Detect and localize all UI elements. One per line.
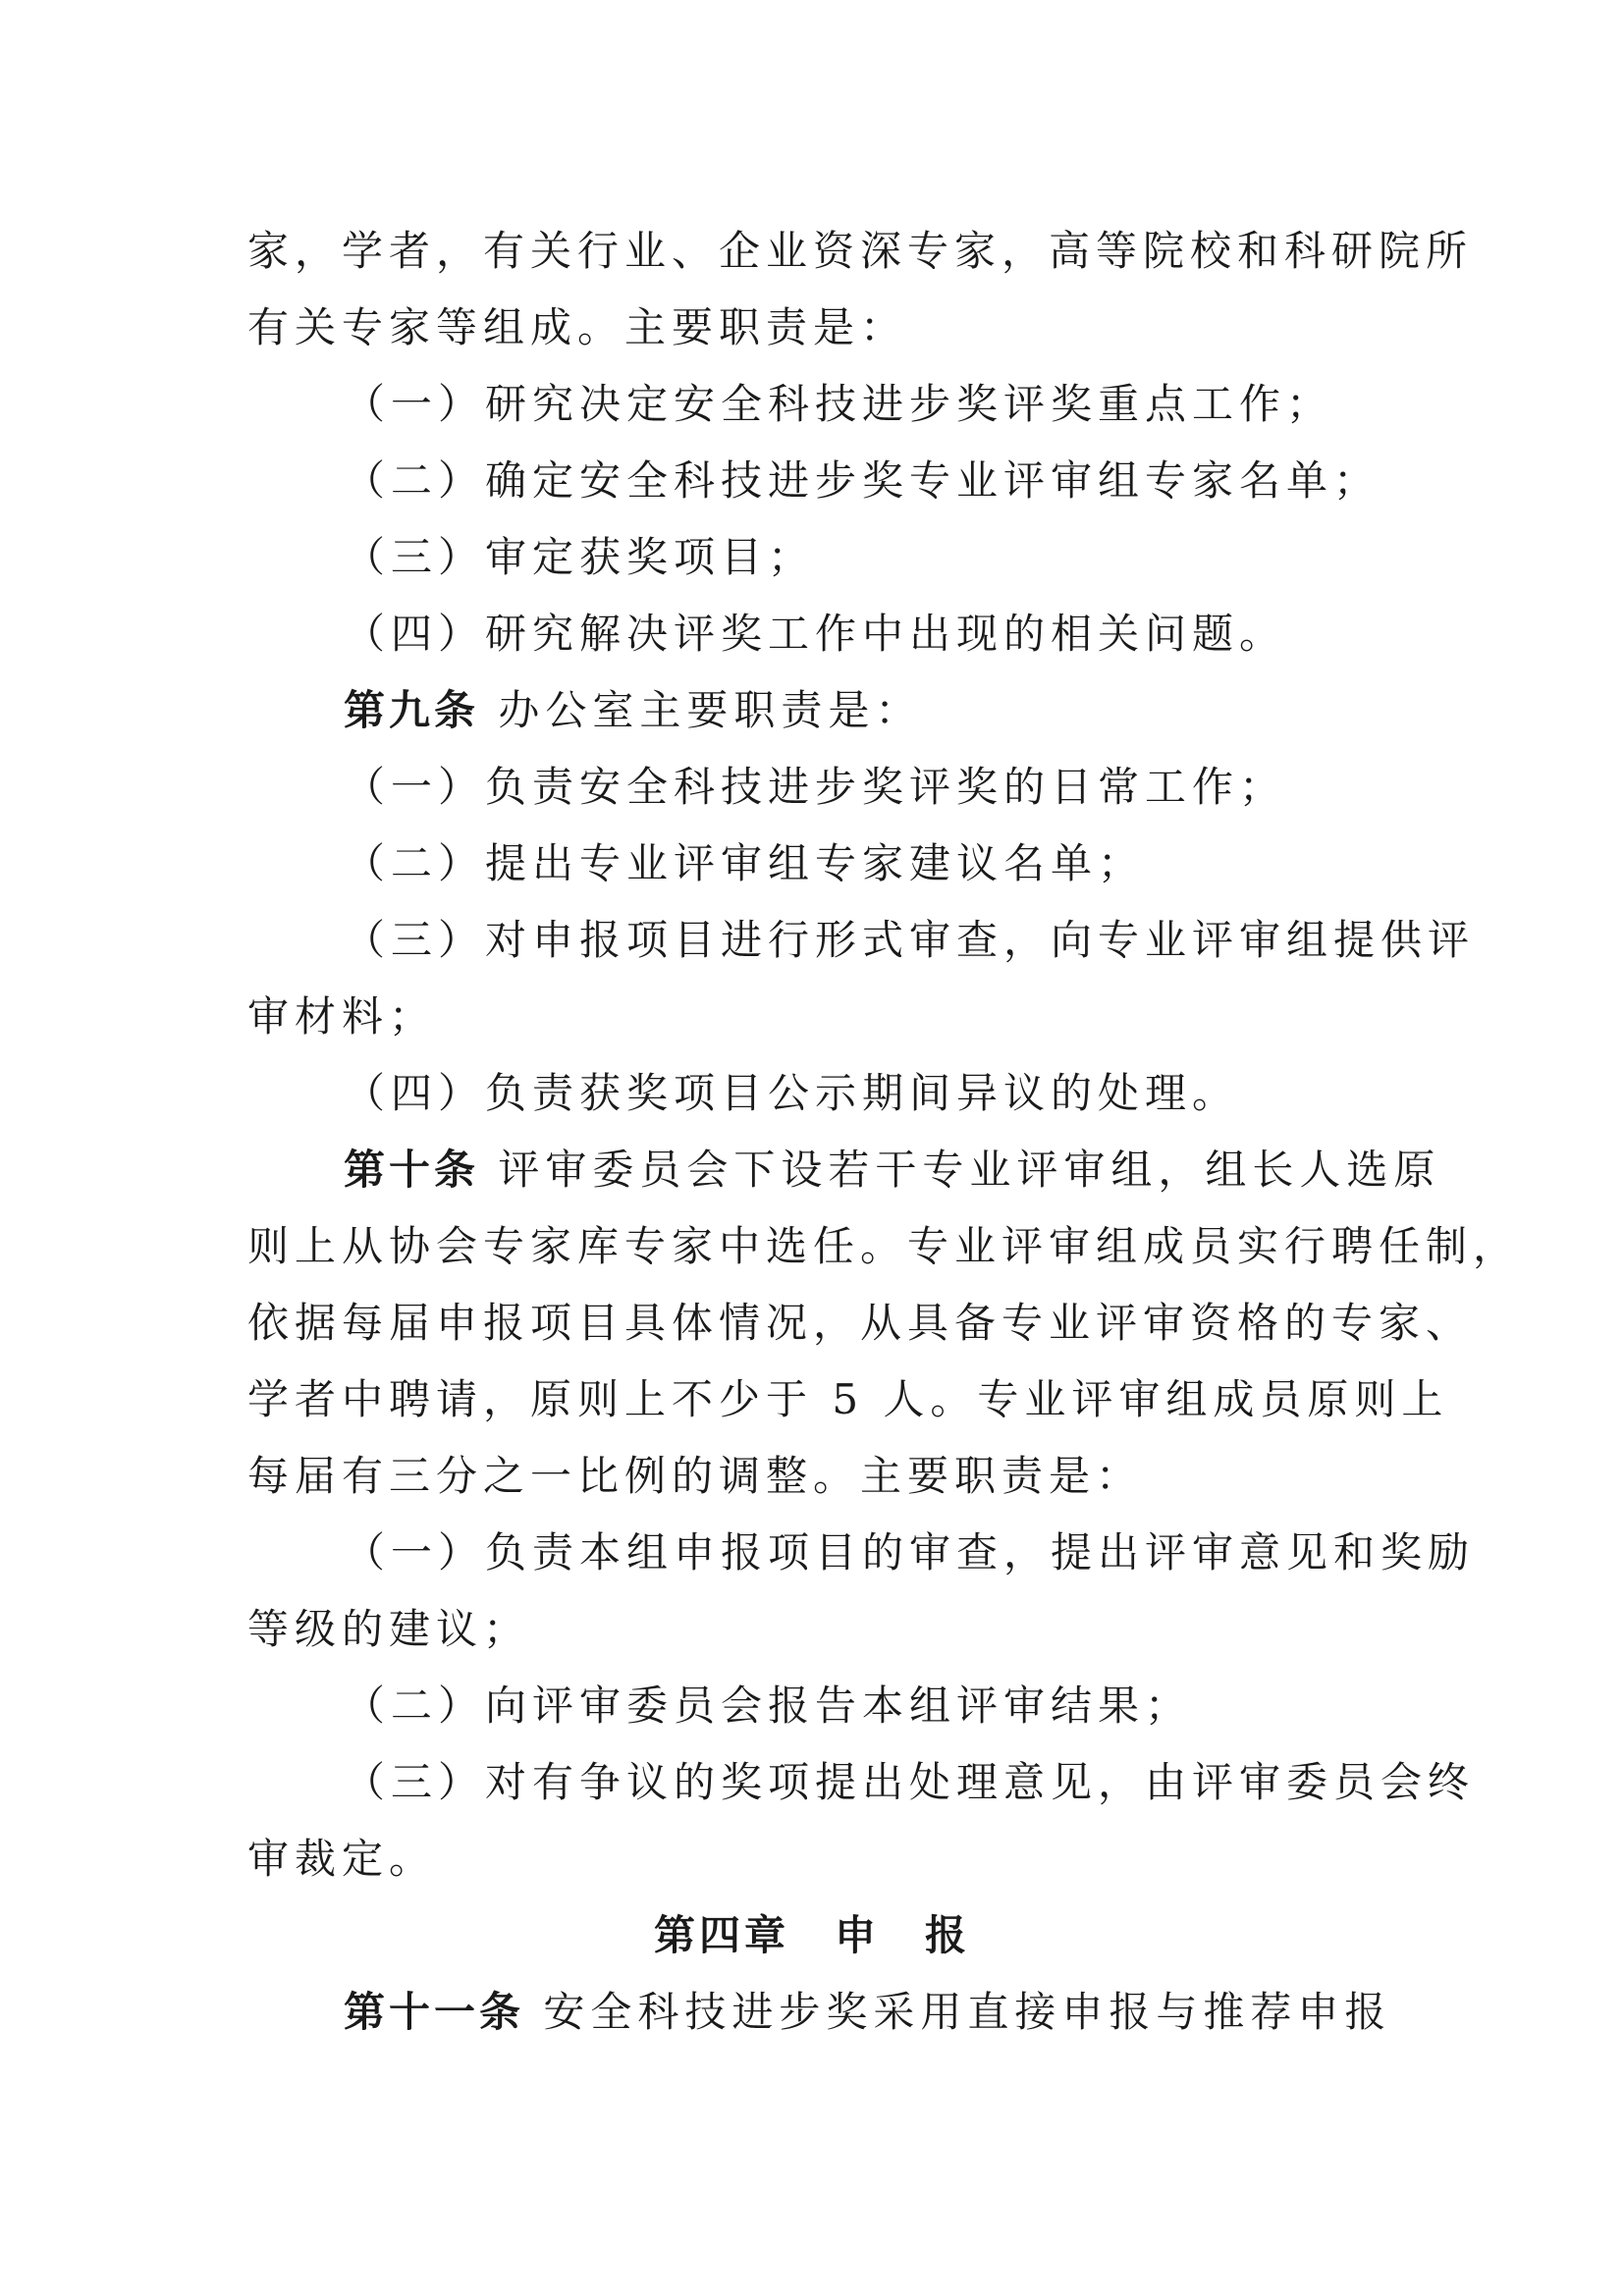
article-9 xyxy=(344,685,1377,736)
text-line: 则上从协会专家库专家中选任。专业评审组成员实行聘任制， xyxy=(247,1222,1521,1270)
list-item: （四）研究解决评奖工作中出现的相关问题。 xyxy=(344,610,1287,658)
list-item: （三）对有争议的奖项提出处理意见，由评审委员会终 xyxy=(344,1758,1476,1806)
chapter-heading: 第四章 申 报 xyxy=(653,1911,970,1959)
article-10 xyxy=(344,1145,1441,1196)
article-heading: 第十一条 xyxy=(344,1988,525,2036)
list-item: （二）确定安全科技进步奖专业评审组专家名单； xyxy=(344,456,1381,505)
text-line: 审材料； xyxy=(247,992,437,1041)
list-item: （三）审定获奖项目； xyxy=(344,533,816,581)
text-line: 学者中聘请，原则上不少于 5 人。专业评审组成员原则上 xyxy=(247,1375,1449,1423)
article-heading: 第十条 xyxy=(344,1146,480,1194)
text-line: 家，学者，有关行业、企业资深专家，高等院校和科研院所 xyxy=(247,227,1474,275)
text-line: 每届有三分之一比例的调整。主要职责是： xyxy=(247,1452,1144,1500)
list-item: （四）负责获奖项目公示期间异议的处理。 xyxy=(344,1069,1240,1117)
article-text: 安全科技进步奖采用直接申报与推荐申报 xyxy=(543,1988,1392,2036)
text-line: 有关专家等组成。主要职责是： xyxy=(247,303,908,351)
article-text: 评审委员会下设若干专业评审组，组长人选原 xyxy=(498,1146,1441,1194)
list-item: （二）提出专业评审组专家建议名单； xyxy=(344,839,1146,887)
list-item: （一）负责安全科技进步奖评奖的日常工作； xyxy=(344,763,1287,811)
list-item: （三）对申报项目进行形式审查，向专业评审组提供评 xyxy=(344,916,1476,964)
article-11 xyxy=(344,1987,1392,2038)
list-item: （一）负责本组申报项目的审查，提出评审意见和奖励 xyxy=(344,1528,1476,1576)
list-item: （一）研究决定安全科技进步奖评奖重点工作； xyxy=(344,380,1334,428)
article-heading: 第九条 xyxy=(344,686,480,734)
text-line: 审裁定。 xyxy=(247,1835,437,1883)
text-line: 等级的建议； xyxy=(247,1605,531,1653)
article-text: 办公室主要职责是： xyxy=(498,686,923,734)
list-item: （二）向评审委员会报告本组评审结果； xyxy=(344,1682,1193,1730)
text-line: 依据每届申报项目具体情况，从具备专业评审资格的专家、 xyxy=(247,1299,1474,1347)
